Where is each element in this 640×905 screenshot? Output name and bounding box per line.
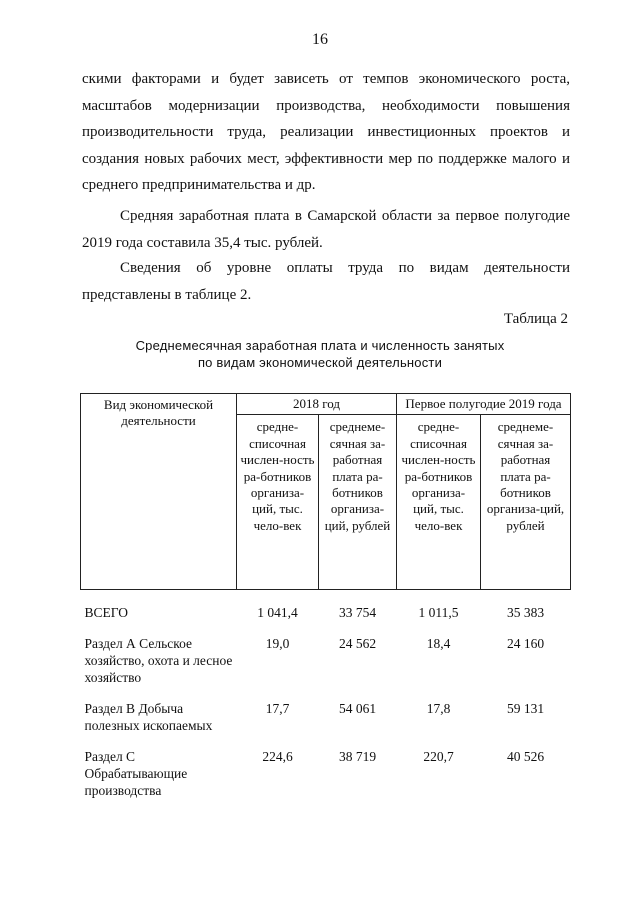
paragraph-average-wage: Средняя заработная плата в Самарской области за первое полугодие 2019 года составила 35,4 тыс. рублей. <box>82 208 570 251</box>
table-title-line-1: Среднемесячная заработная плата и численность занятых <box>135 338 505 353</box>
cell-headcount-2018: 17,7 <box>265 701 290 717</box>
row-label: Раздел C Обрабатывающие производства <box>84 749 188 799</box>
cell-headcount-2019: 18,4 <box>426 636 451 652</box>
cell-headcount-2018: 1 041,4 <box>257 605 298 621</box>
table-row-section-c <box>81 748 571 799</box>
cell-headcount-2019: 17,8 <box>426 701 451 717</box>
table-row-section-b <box>81 700 571 748</box>
subheader-headcount-2019: средне-списочная числен-ность ра-ботников организа-ций, тыс. чело-век <box>397 415 481 590</box>
table-label: Таблица 2 <box>503 311 568 327</box>
cell-wage-2018: 54 061 <box>338 701 377 717</box>
header-activity: Вид экономической деятельности <box>81 394 237 590</box>
header-2019-h1: Первое полугодие 2019 года <box>397 394 571 415</box>
row-label: ВСЕГО <box>84 605 128 621</box>
cell-wage-2018: 24 562 <box>338 636 377 652</box>
paragraph-continuation: скими факторами и будет зависеть от темпов экономического роста, масштабов модернизации производства, необходимости повышения производительности труда, реализации инвестиционных проектов и создания новых рабочих мест, эффективности мер по поддержке малого и среднего предпринимательства и др. <box>82 71 570 194</box>
cell-wage-2018: 33 754 <box>338 605 377 621</box>
wage-table <box>80 393 571 799</box>
cell-wage-2018: 38 719 <box>338 749 377 765</box>
cell-headcount-2019: 220,7 <box>423 749 454 765</box>
cell-wage-2019: 40 526 <box>506 749 545 765</box>
page-number: 16 <box>312 31 328 48</box>
header-2018: 2018 год <box>237 394 397 415</box>
cell-headcount-2018: 19,0 <box>265 636 290 652</box>
row-label: Раздел А Сельское хозяйство, охота и лесное хозяйство <box>84 636 233 686</box>
subheader-wage-2018: среднеме-сячная за-работная плата ра-ботников организа-ций, рублей <box>319 415 397 590</box>
paragraph-table-reference: Сведения об уровне оплаты труда по видам деятельности представлены в таблице 2. <box>82 260 570 303</box>
subheader-headcount-2018: средне-списочная числен-ность ра-ботников организа-ций, тыс. чело-век <box>237 415 319 590</box>
table-row-total <box>81 604 571 635</box>
table-title <box>0 337 640 371</box>
table-row-section-a <box>81 635 571 700</box>
cell-headcount-2019: 1 011,5 <box>418 605 459 621</box>
cell-wage-2019: 35 383 <box>506 605 545 621</box>
subheader-wage-2019: среднеме-сячная за-работная плата ра-ботников организа-ций, рублей <box>481 415 571 590</box>
cell-wage-2019: 24 160 <box>506 636 545 652</box>
row-label: Раздел B Добыча полезных ископаемых <box>84 701 213 734</box>
cell-wage-2019: 59 131 <box>506 701 545 717</box>
cell-headcount-2018: 224,6 <box>262 749 293 765</box>
table-title-line-2: по видам экономической деятельности <box>197 355 443 370</box>
